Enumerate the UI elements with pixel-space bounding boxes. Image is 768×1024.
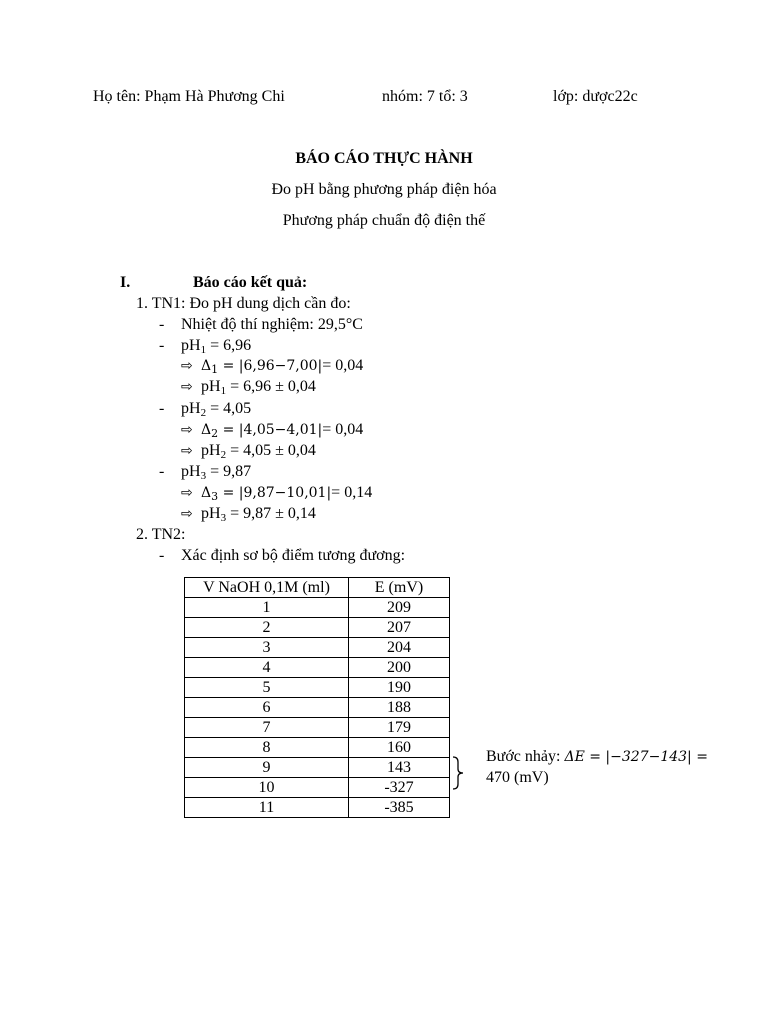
jump-value: 470 (mV) [486, 769, 549, 786]
table-header-volume: V NaOH 0,1M (ml) [185, 578, 349, 598]
table-row [185, 698, 450, 718]
table-cell: 8 [185, 738, 349, 758]
table-cell: 160 [349, 738, 450, 758]
table-cell: 9 [185, 758, 349, 778]
section-number: I. [120, 274, 131, 291]
tn2-subheading: Xác định sơ bộ điểm tương đương: [181, 547, 406, 564]
table-cell: 143 [349, 758, 450, 778]
jump-line: Bước nhảy: ΔE = |−327−143| = [486, 748, 708, 765]
table-cell: -327 [349, 778, 450, 798]
bullet: - [159, 463, 165, 480]
table-cell: 209 [349, 598, 450, 618]
titration-table [184, 577, 450, 818]
delta2-line: ⇨ $\Delta_2 = |4,05-4,01|= 0,04$ [181, 421, 364, 440]
ph1-result-line: ⇨ $pH_1 = 6,96 \pm 0,04$ [181, 378, 316, 397]
student-name: Họ tên: Phạm Hà Phương Chi [93, 88, 285, 105]
table-header-potential: E (mV) [349, 578, 450, 598]
table-row [185, 738, 450, 758]
student-class: lớp: dược22c [553, 88, 638, 105]
bullet: - [159, 400, 165, 417]
table-row [185, 778, 450, 798]
arrow-icon: ⇨ [181, 485, 193, 501]
table-row [185, 598, 450, 618]
arrow-icon: ⇨ [181, 422, 193, 438]
table-cell: 5 [185, 678, 349, 698]
table-cell: 207 [349, 618, 450, 638]
table-cell: 6 [185, 698, 349, 718]
arrow-icon: ⇨ [181, 443, 193, 459]
student-group: nhóm: 7 tổ: 3 [382, 88, 468, 105]
table-row [185, 718, 450, 738]
temperature-text: Nhiệt độ thí nghiệm: 29,5°C [181, 316, 363, 333]
table-row [185, 638, 450, 658]
tn1-heading: 1. TN1: Đo pH dung dịch cần đo: [136, 295, 351, 312]
tn2-heading: 2. TN2: [136, 526, 186, 543]
table-cell: 2 [185, 618, 349, 638]
table-cell: 4 [185, 658, 349, 678]
delta3-line: ⇨ $\Delta_3 = |9,87-10,01|= 0,14$ [181, 484, 373, 503]
table-cell: 10 [185, 778, 349, 798]
report-title: BÁO CÁO THỰC HÀNH [295, 150, 473, 167]
bullet: - [159, 316, 165, 333]
arrow-icon: ⇨ [181, 358, 193, 374]
table-cell: 11 [185, 798, 349, 818]
table-cell: 188 [349, 698, 450, 718]
table-cell: -385 [349, 798, 450, 818]
report-subtitle-2: Phương pháp chuẩn độ điện thế [282, 212, 486, 229]
table-row [185, 678, 450, 698]
table-row [185, 658, 450, 678]
ph1-line: $pH_1 = 6,96$ [181, 337, 252, 356]
ph2-result-line: ⇨ $pH_2 = 4,05 \pm 0,04$ [181, 442, 316, 461]
table-cell: 1 [185, 598, 349, 618]
table-cell: 190 [349, 678, 450, 698]
arrow-icon: ⇨ [181, 506, 193, 522]
table-cell: 204 [349, 638, 450, 658]
curly-brace-icon [451, 756, 465, 790]
table-cell: 7 [185, 718, 349, 738]
table-cell: 3 [185, 638, 349, 658]
table-header-row [185, 578, 450, 598]
table-row [185, 798, 450, 818]
table-row [185, 618, 450, 638]
table-cell: 179 [349, 718, 450, 738]
report-subtitle-1: Đo pH bằng phương pháp điện hóa [271, 181, 497, 198]
table-cell: 200 [349, 658, 450, 678]
ph3-result-line: ⇨ $pH_3 = 9,87 \pm 0,14$ [181, 505, 316, 524]
table-row [185, 758, 450, 778]
ph2-line: $pH_2 = 4,05$ [181, 400, 252, 419]
section-title: Báo cáo kết quả: [193, 274, 308, 291]
bullet: - [159, 547, 165, 564]
ph3-line: $pH_3 = 9,87$ [181, 463, 252, 482]
bullet: - [159, 337, 165, 354]
delta1-line: ⇨ $\Delta_1 = |6,96-7,00|= 0,04$ [181, 357, 364, 376]
arrow-icon: ⇨ [181, 379, 193, 395]
